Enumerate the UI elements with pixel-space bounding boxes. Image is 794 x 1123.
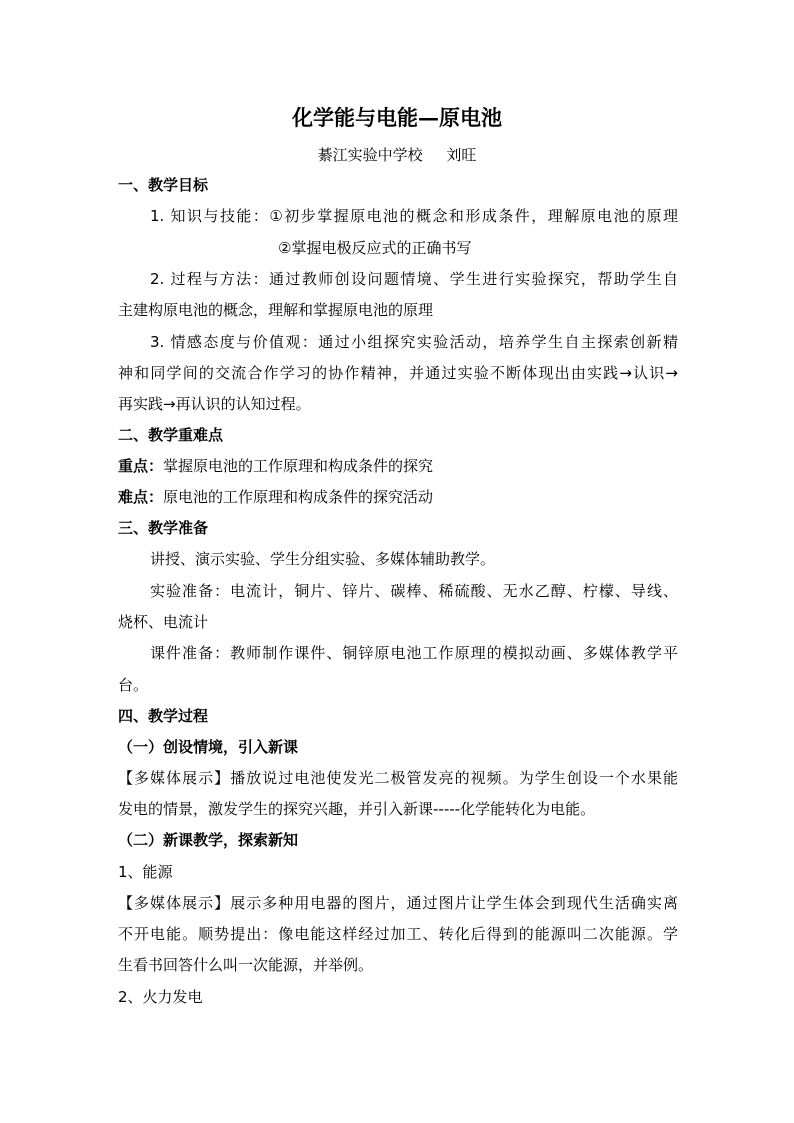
paragraph-line: 再实践→再认识的认知过程。 (118, 395, 311, 413)
paragraph-line: 发电的情景，激发学生的探究兴趣，并引入新课-----化学能转化为电能。 (118, 800, 596, 818)
paragraph-line: 【多媒体展示】展示多种用电器的图片，通过图片让学生体会到现代生活确实离 (118, 894, 678, 912)
difficulty-line (118, 486, 678, 508)
section-heading-process: 四、教学过程 (118, 707, 209, 725)
subsection-heading: （一）创设情境，引入新课 (118, 738, 299, 756)
list-item: 1、能源 (118, 863, 173, 881)
key-point-text: 掌握原电池的工作原理和构成条件的探究 (163, 457, 434, 475)
paragraph-line: 1. 知识与技能：①初步掌握原电池的概念和形成条件，理解原电池的原理 (150, 207, 678, 225)
list-item: 2、火力发电 (118, 988, 203, 1006)
section-heading-objectives: 一、教学目标 (118, 176, 209, 194)
paragraph-line: 烧杯、电流计 (118, 613, 209, 631)
paragraph-line: 课件准备：教师制作课件、铜锌原电池工作原理的模拟动画、多媒体教学平 (150, 644, 678, 662)
paragraph-line: 台。 (118, 676, 149, 694)
paragraph-line: 3. 情感态度与价值观：通过小组探究实验活动，培养学生自主探索创新精 (150, 333, 678, 351)
section-heading-key-points: 二、教学重难点 (118, 426, 224, 444)
difficulty-text: 原电池的工作原理和构成条件的探究活动 (163, 488, 434, 506)
document-title: 化学能与电能—原电池 (292, 105, 502, 130)
key-point-label: 重点： (118, 457, 164, 475)
paragraph-line: 2. 过程与方法：通过教师创设问题情境、学生进行实验探究，帮助学生自 (150, 270, 678, 288)
paragraph-line: ②掌握电极反应式的正确书写 (278, 239, 472, 257)
paragraph-line: 实验准备：电流计，铜片、锌片、碳棒、稀硫酸、无水乙醇、柠檬、导线、 (150, 582, 678, 600)
paragraph-line: 讲授、演示实验、学生分组实验、多媒体辅助教学。 (150, 550, 496, 568)
paragraph-line: 生看书回答什么叫一次能源，并举例。 (118, 956, 374, 974)
paragraph-line: 【多媒体展示】播放说过电池使发光二极管发亮的视频。为学生创设一个水果能 (118, 769, 678, 787)
difficulty-label: 难点： (118, 488, 164, 506)
author-line: 綦江实验中学校 刘旺 (317, 146, 477, 164)
paragraph-line: 神和同学间的交流合作学习的协作精神，并通过实验不断体现出由实践→认识→ (118, 364, 678, 382)
paragraph-line: 不开电能。顺势提出：像电能这样经过加工、转化后得到的能源叫二次能源。学 (118, 925, 678, 943)
key-point-line (118, 455, 678, 477)
paragraph-line: 主建构原电池的概念，理解和掌握原电池的原理 (118, 301, 434, 319)
section-heading-preparation: 三、教学准备 (118, 519, 209, 537)
subsection-heading: （二）新课教学，探索新知 (118, 831, 299, 849)
